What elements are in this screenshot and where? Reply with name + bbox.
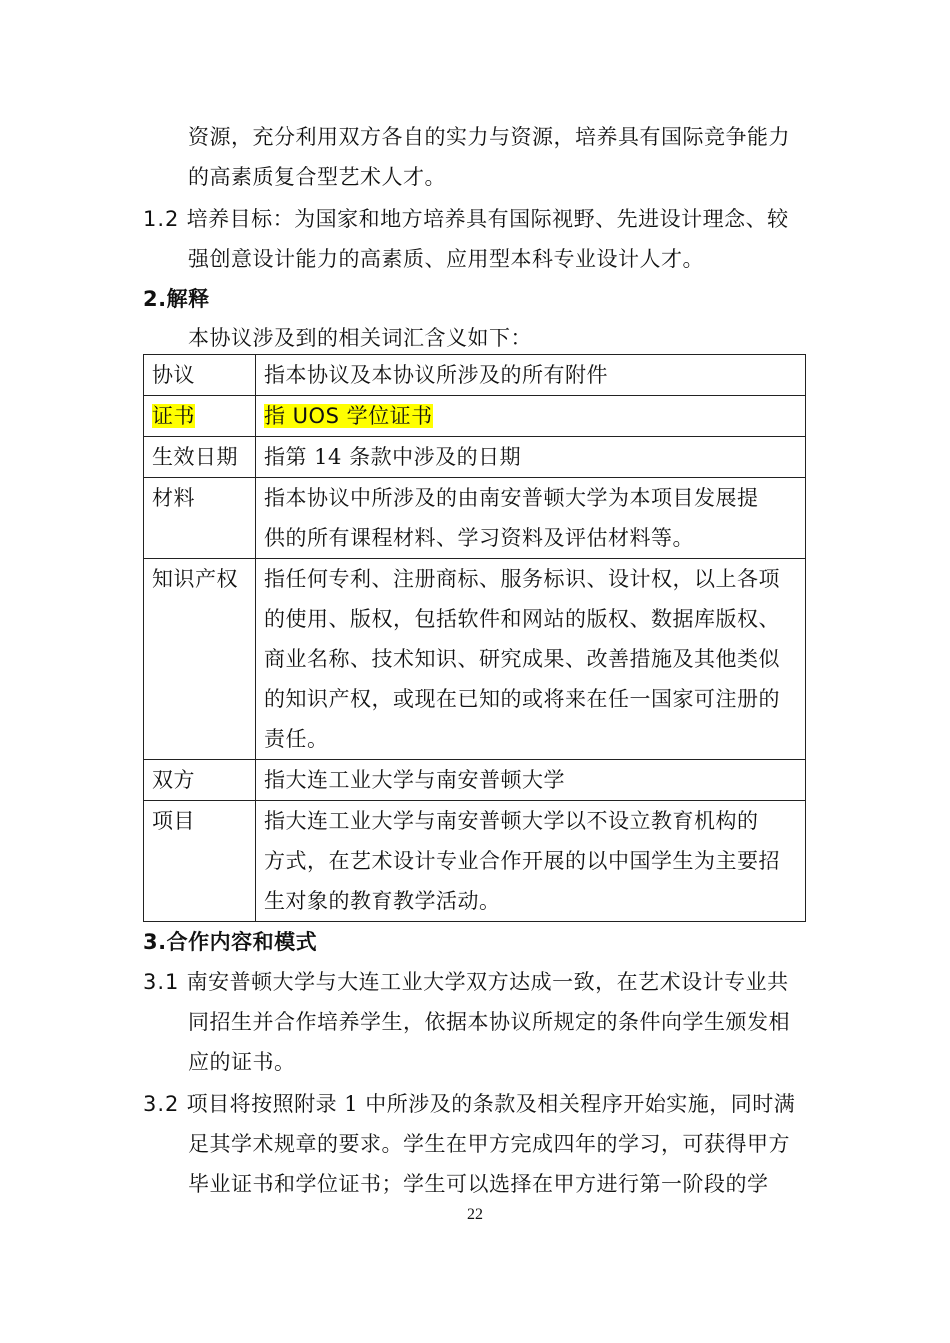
definition-line: 指大连工业大学与南安普顿大学 xyxy=(264,768,565,792)
definition-line: 指本协议中所涉及的由南安普顿大学为本项目发展提 xyxy=(264,486,759,510)
clause-3-2-line-3: 毕业证书和学位证书；学生可以选择在甲方进行第一阶段的学 xyxy=(188,1172,769,1196)
definition-line: 指任何专利、注册商标、服务标识、设计权，以上各项 xyxy=(264,567,780,591)
table-row xyxy=(144,478,806,559)
term-cell: 材料 xyxy=(144,478,256,559)
definition-line: 生对象的教育教学活动。 xyxy=(264,889,501,913)
definition-line: 的知识产权，或现在已知的或将来在任一国家可注册的 xyxy=(264,687,780,711)
clause-text: 培养目标：为国家和地方培养具有国际视野、先进设计理念、较 xyxy=(186,207,789,231)
definition-line: 责任。 xyxy=(264,727,329,751)
section-3-heading xyxy=(143,922,317,962)
highlighted-term: 证书 xyxy=(152,404,195,428)
definition-line: 指大连工业大学与南安普顿大学以不设立教育机构的 xyxy=(264,809,759,833)
table-row xyxy=(144,760,806,801)
table-row xyxy=(144,559,806,760)
clause-text: 项目将按照附录 1 中所涉及的条款及相关程序开始实施，同时满 xyxy=(186,1092,796,1116)
term-cell: 生效日期 xyxy=(144,437,256,478)
definition-line: 的使用、版权，包括软件和网站的版权、数据库版权、 xyxy=(264,607,780,631)
definition-cell xyxy=(256,396,806,437)
clause-3-1-line-3: 应的证书。 xyxy=(188,1050,296,1074)
term-cell: 协议 xyxy=(144,355,256,396)
page-number: 22 xyxy=(467,1206,483,1223)
section-2-intro: 本协议涉及到的相关词汇含义如下： xyxy=(188,326,532,350)
table-row xyxy=(144,396,806,437)
clause-number: 3.1 xyxy=(143,970,180,994)
clause-1-2-line-2: 强创意设计能力的高素质、应用型本科专业设计人才。 xyxy=(188,247,704,271)
clause-3-1 xyxy=(143,962,789,1002)
term-cell: 知识产权 xyxy=(144,559,256,760)
definition-line: 方式，在艺术设计专业合作开展的以中国学生为主要招 xyxy=(264,849,780,873)
clause-3-2-line-2: 足其学术规章的要求。学生在甲方完成四年的学习，可获得甲方 xyxy=(188,1132,790,1156)
clause-text: 南安普顿大学与大连工业大学双方达成一致，在艺术设计专业共 xyxy=(186,970,789,994)
definition-cell xyxy=(256,801,806,922)
definition-line: 指本协议及本协议所涉及的所有附件 xyxy=(264,363,608,387)
definition-cell xyxy=(256,760,806,801)
section-2-heading xyxy=(143,279,210,319)
clause-3-2 xyxy=(143,1084,795,1124)
definition-cell xyxy=(256,437,806,478)
section-number: 2. xyxy=(143,287,167,311)
intro-line-2: 的高素质复合型艺术人才。 xyxy=(188,165,446,189)
clause-3-1-line-2: 同招生并合作培养学生，依据本协议所规定的条件向学生颁发相 xyxy=(188,1010,790,1034)
section-number: 3. xyxy=(143,930,167,954)
definition-cell xyxy=(256,559,806,760)
table-row xyxy=(144,355,806,396)
definition-line: 供的所有课程材料、学习资料及评估材料等。 xyxy=(264,526,694,550)
definitions-table xyxy=(143,354,806,922)
term-cell: 项目 xyxy=(144,801,256,922)
table-row xyxy=(144,801,806,922)
definition-line: 指第 14 条款中涉及的日期 xyxy=(264,445,522,469)
intro-line-1: 资源，充分利用双方各自的实力与资源，培养具有国际竞争能力 xyxy=(188,125,790,149)
definition-cell xyxy=(256,478,806,559)
section-title: 解释 xyxy=(166,287,210,311)
term-cell: 双方 xyxy=(144,760,256,801)
definition-line: 商业名称、技术知识、研究成果、改善措施及其他类似 xyxy=(264,647,780,671)
table-row xyxy=(144,437,806,478)
section-title: 合作内容和模式 xyxy=(166,930,318,954)
term-cell xyxy=(144,396,256,437)
clause-number: 1.2 xyxy=(143,207,180,231)
clause-1-2 xyxy=(143,199,789,239)
definition-cell xyxy=(256,355,806,396)
clause-number: 3.2 xyxy=(143,1092,180,1116)
highlighted-definition: 指 UOS 学位证书 xyxy=(264,404,433,428)
